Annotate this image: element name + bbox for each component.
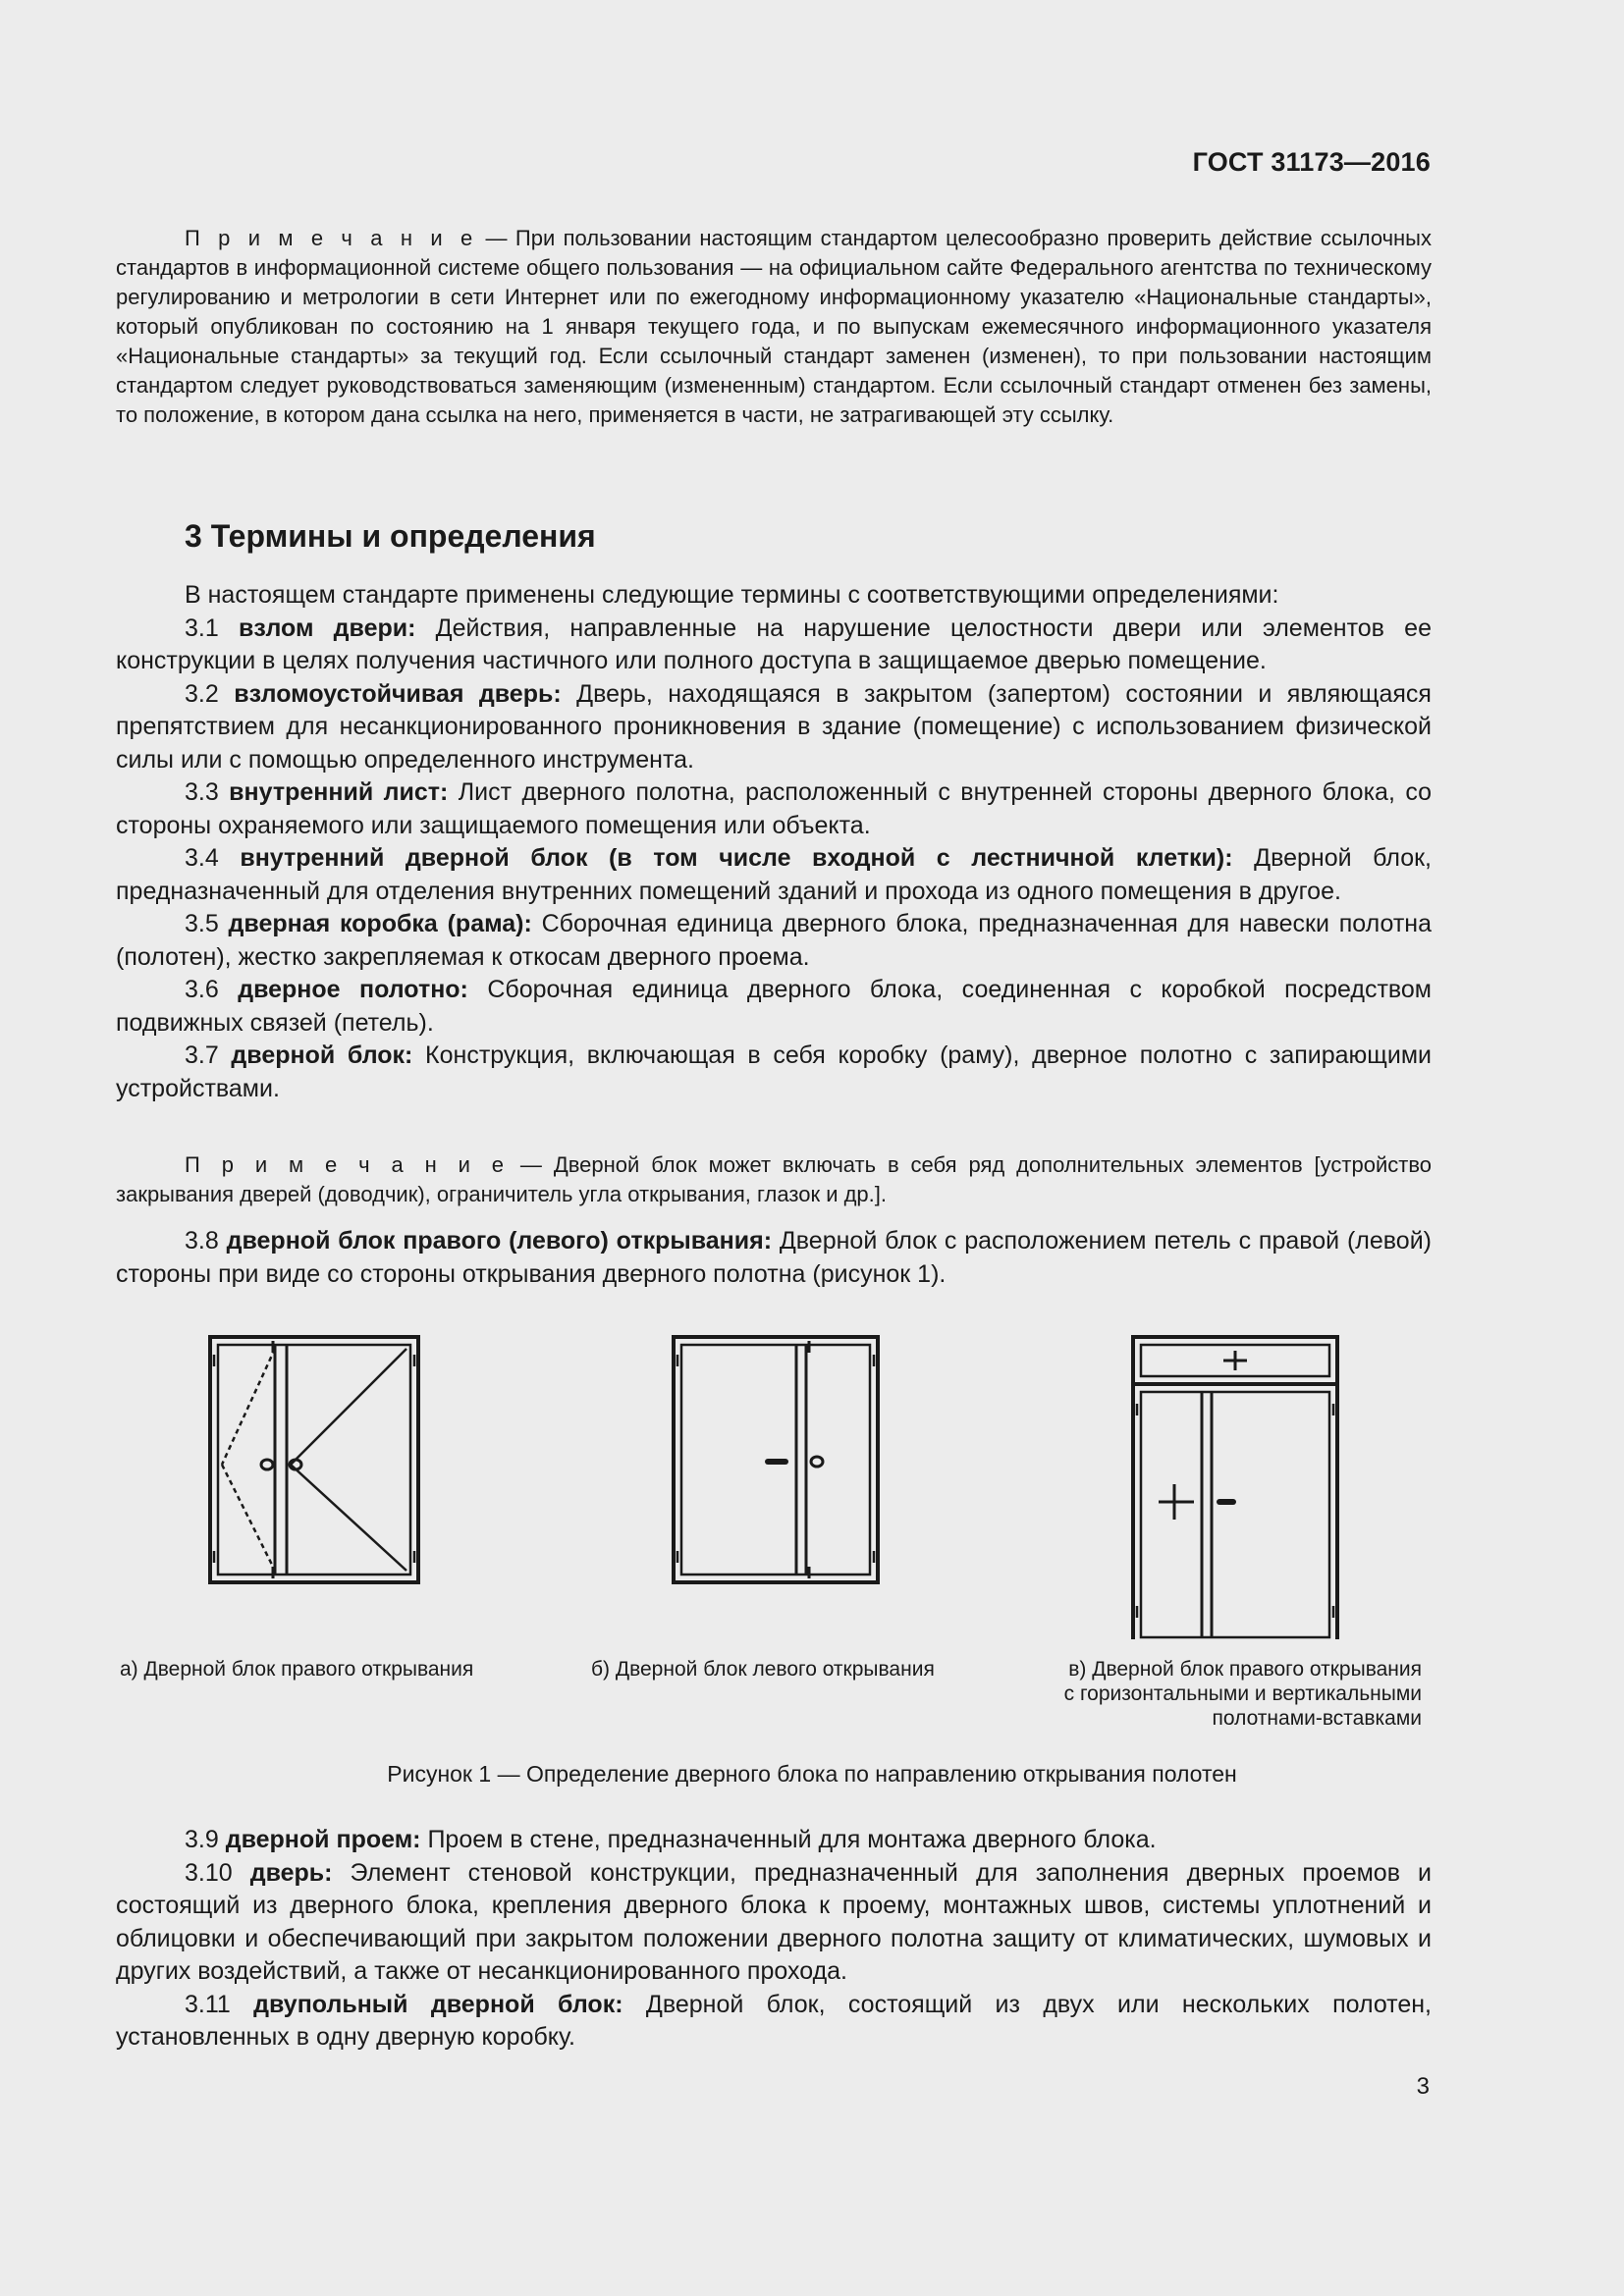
document-header: ГОСТ 31173—2016 xyxy=(1192,147,1431,177)
note-2-text: — Дверной блок может включать в себя ряд дополнительных элементов [устройство закрывания дверей (доводчик), ограничитель угла открывания, глазок и др.]. xyxy=(116,1152,1432,1206)
term-3-9: 3.9 дверной проем: Проем в стене, предназначенный для монтажа дверного блока. xyxy=(185,1826,1157,1853)
caption-b: б) Дверной блок левого открывания xyxy=(591,1658,935,1681)
term-3-1: 3.1 взлом двери: Действия, направленные на нарушение целостности двери или элементов ее конструкции в целях получения частичного или полного доступа в защищаемое дверью помещение. xyxy=(116,614,1432,674)
terms-block-2 xyxy=(116,1824,1432,2055)
page-number: 3 xyxy=(1416,2073,1430,2100)
term-3-11: 3.11 двупольный дверной блок: Дверной блок, состоящий из двух или нескольких полотен, установленных в одну дверную коробку. xyxy=(116,1990,1433,2051)
term-3-10: 3.10 дверь: Элемент стеновой конструкции, предназначенный для заполнения дверных проемов и состоящий из дверного блока, крепления дверного блока к проему, монтажных швов, системы уплотнений и облицовки и обеспечивающий при закрытом положении дверного полотна защиту от климатических, шумовых и других воздействий, а также от несанкционированного прохода. xyxy=(116,1858,1432,1985)
section-title: 3 Термины и определения xyxy=(185,518,596,554)
note-1-text: — При пользовании настоящим стандартом целесообразно проверить действие ссылочных стандартов в информационной системе общего пользования — на официальном сайте Федерального агентства по техническому регулированию и метрологии в сети Интернет или по ежегодному информационному указателю «Национальные стандарты», который опубликован по состоянию на 1 января текущего года, и по выпускам ежемесячного информационного указателя «Национальные стандарты» за текущий год. Если ссылочный стандарт заменен (изменен), то при пользовании настоящим стандартом следует руководствоваться заменяющим (измененным) стандартом. Если ссылочный стандарт отменен без замены, то положение, в котором дана ссылка на него, применяется в части, не затрагивающей эту ссылку. xyxy=(116,226,1432,427)
note-1-label: П р и м е ч а н и е xyxy=(185,226,478,250)
figure-1-drawings xyxy=(0,1315,1624,1639)
term-3-7: 3.7 дверной блок: Конструкция, включающая в себя коробку (раму), дверное полотно с запирающими устройствами. xyxy=(116,1041,1432,1102)
note-2 xyxy=(116,1150,1432,1209)
term-3-8: 3.8 дверной блок правого (левого) открывания: Дверной блок с расположением петель с правой (левой) стороны при виде со стороны открывания дверного полотна (рисунок 1). xyxy=(116,1227,1432,1288)
figure-title: Рисунок 1 — Определение дверного блока по направлению открывания полотен xyxy=(387,1761,1237,1787)
term-3-4: 3.4 внутренний дверной блок (в том числе входной с лестничной клетки): Дверной блок, предназначенный для отделения внутренних помещений зданий и прохода из одного помещения в другое. xyxy=(116,844,1432,905)
caption-a: а) Дверной блок правого открывания xyxy=(120,1658,474,1681)
term-3-5: 3.5 дверная коробка (рама): Сборочная единица дверного блока, предназначенная для навески полотна (полотен), жестко закрепляемая к откосам дверного проема. xyxy=(116,910,1432,971)
door-a-diagram xyxy=(210,1337,418,1582)
term-3-3: 3.3 внутренний лист: Лист дверного полотна, расположенный с внутренней стороны дверного блока, со стороны охраняемого или защищаемого помещения или объекта. xyxy=(116,778,1432,839)
note-2-label: П р и м е ч а н и е xyxy=(185,1152,510,1177)
door-b-diagram xyxy=(674,1337,878,1582)
term-3-6: 3.6 дверное полотно: Сборочная единица дверного блока, соединенная с коробкой посредством подвижных связей (петель). xyxy=(116,976,1432,1037)
terms-block-1 xyxy=(116,579,1432,1105)
caption-c: в) Дверной блок правого открывания с горизонтальными и вертикальными полотнами-вставками xyxy=(1063,1658,1422,1730)
term-3-2: 3.2 взломоустойчивая дверь: Дверь, находящаяся в закрытом (запертом) состоянии и являющаяся препятствием для несанкционированного проникновения в здание (помещение) с использованием физической силы или с помощью определенного инструмента. xyxy=(116,679,1432,774)
door-c-diagram xyxy=(1133,1337,1337,1639)
intro-paragraph: В настоящем стандарте применены следующие термины с соответствующими определениями: xyxy=(185,581,1279,609)
note-1 xyxy=(116,224,1432,430)
